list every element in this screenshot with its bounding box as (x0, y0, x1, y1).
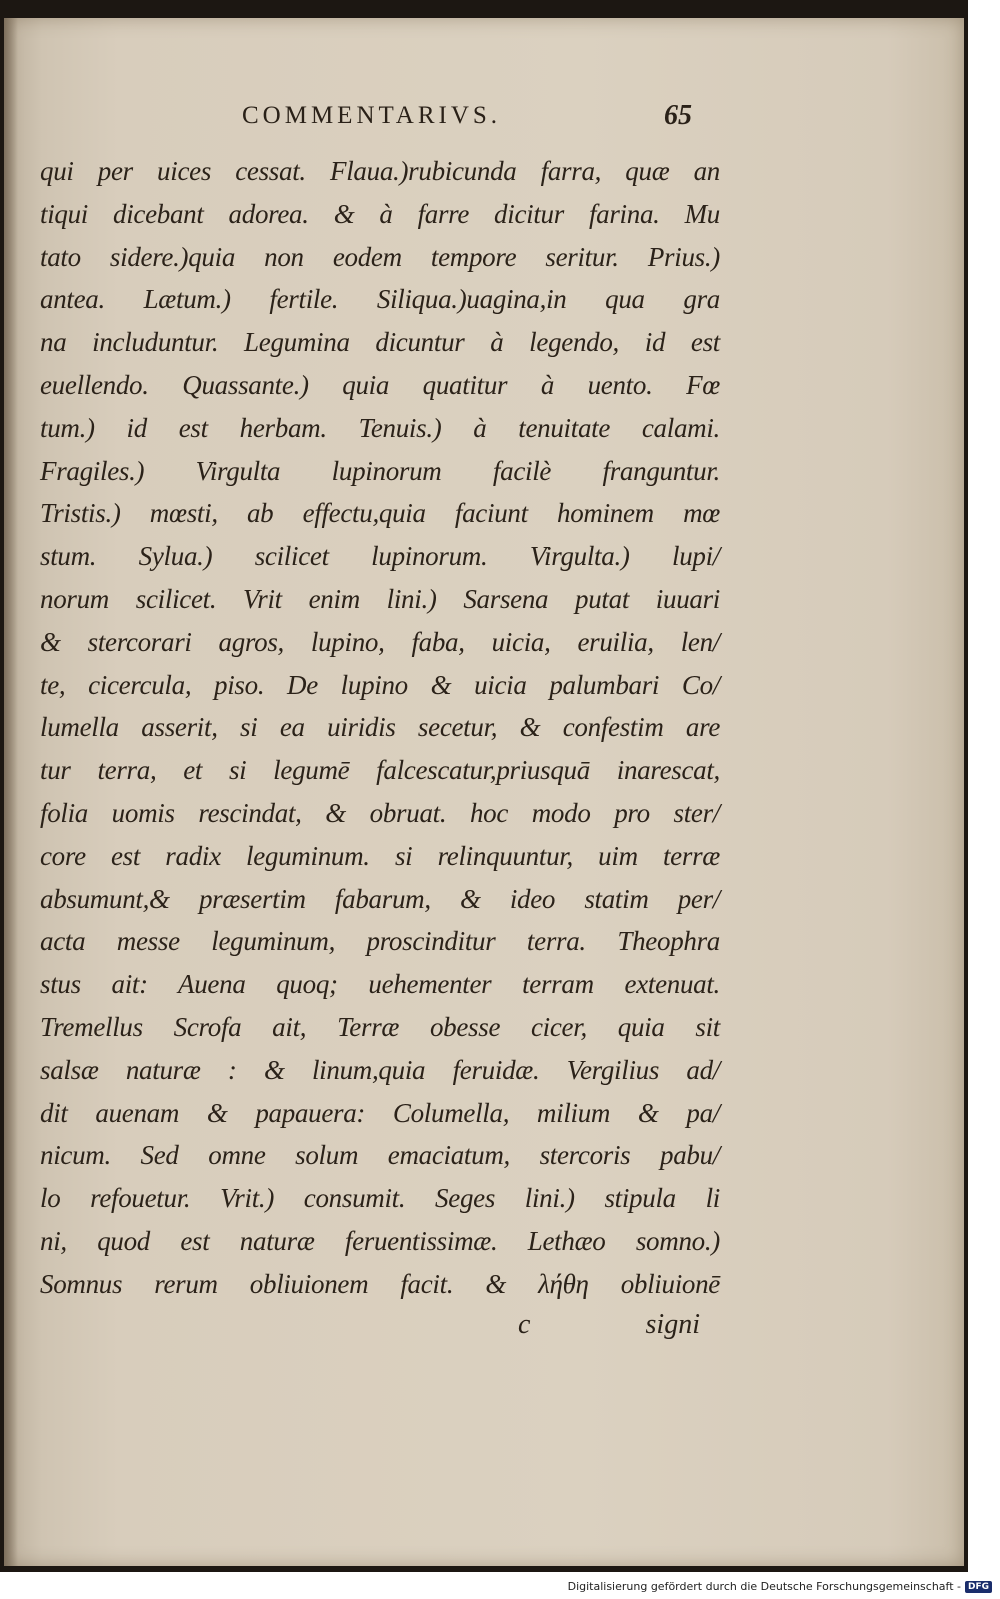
page-gutter-shadow (4, 18, 18, 1566)
text-line: salsæ naturæ : & linum,quia feruidæ. Vergilius ad/ (40, 1054, 720, 1085)
text-line: stus ait: Auena quoq; uehementer terram extenuat. (40, 969, 720, 1000)
book-page (4, 18, 964, 1566)
text-line: na includuntur. Legumina dicuntur à legendo, id est (40, 327, 720, 358)
text-line: Tristis.) mœsti, ab effectu,quia faciunt hominem mœ (40, 498, 720, 529)
text-line: antea. Lætum.) fertile. Siliqua.)uagina,in qua gra (40, 284, 720, 315)
text-line: lumella asserit, si ea uiridis secetur, & confestim are (40, 712, 720, 743)
running-head: COMMENTARIVS. (242, 102, 502, 129)
text-line: folia uomis rescindat, & obruat. hoc modo pro ster/ (40, 797, 720, 828)
text-line: Fragiles.) Virgulta lupinorum facilè franguntur. (40, 455, 720, 486)
text-line: absumunt,& præsertim fabarum, & ideo statim per/ (40, 883, 720, 914)
text-line: te, cicercula, piso. De lupino & uicia palumbari Co/ (40, 669, 720, 700)
text-line: tiqui dicebant adorea. & à farre dicitur farina. Mu (40, 198, 720, 229)
text-line: euellendo. Quassante.) quia quatitur à uento. Fœ (40, 369, 720, 400)
footer-credit-text: Digitalisierung gefördert durch die Deutsche Forschungsgemeinschaft - (567, 1580, 961, 1593)
page-number: 65 (664, 100, 692, 131)
text-line: lo refouetur. Vrit.) consumit. Seges lini.) stipula li (40, 1183, 720, 1214)
text-line: ni, quod est naturæ feruentissimæ. Lethæo somno.) (40, 1225, 720, 1256)
text-line: dit auenam & papauera: Columella, milium & pa/ (40, 1097, 720, 1128)
catchword: signi (645, 1309, 700, 1340)
text-line: tur terra, et si legumē falcescatur,priusquā inarescat, (40, 755, 720, 786)
text-line: qui per uices cessat. Flaua.)rubicunda farra, quæ an (40, 156, 720, 186)
text-line: acta messe leguminum, proscinditur terra. Theophra (40, 926, 720, 957)
text-block (40, 150, 720, 1306)
text-line: tato sidere.)quia non eodem tempore seritur. Prius.) (40, 241, 720, 272)
text-line: Tremellus Scrofa ait, Terræ obesse cicer, quia sit (40, 1011, 720, 1042)
dfg-logo: DFG (965, 1581, 992, 1593)
text-line: nicum. Sed omne solum emaciatum, stercoris pabu/ (40, 1140, 720, 1171)
text-line: & stercorari agros, lupino, faba, uicia, eruilia, len/ (40, 626, 720, 657)
catchword-line (40, 1309, 720, 1353)
signature-mark: c (518, 1309, 531, 1340)
text-line: norum scilicet. Vrit enim lini.) Sarsena putat iuuari (40, 583, 720, 614)
text-line: Somnus rerum obliuionem facit. & λήθη obliuionē (40, 1268, 720, 1299)
text-line: tum.) id est herbam. Tenuis.) à tenuitate calami. (40, 412, 720, 443)
footer-credit (568, 1580, 992, 1593)
text-line: stum. Sylua.) scilicet lupinorum. Virgulta.) lupi/ (40, 541, 720, 572)
text-line: core est radix leguminum. si relinquuntur, uim terræ (40, 840, 720, 871)
